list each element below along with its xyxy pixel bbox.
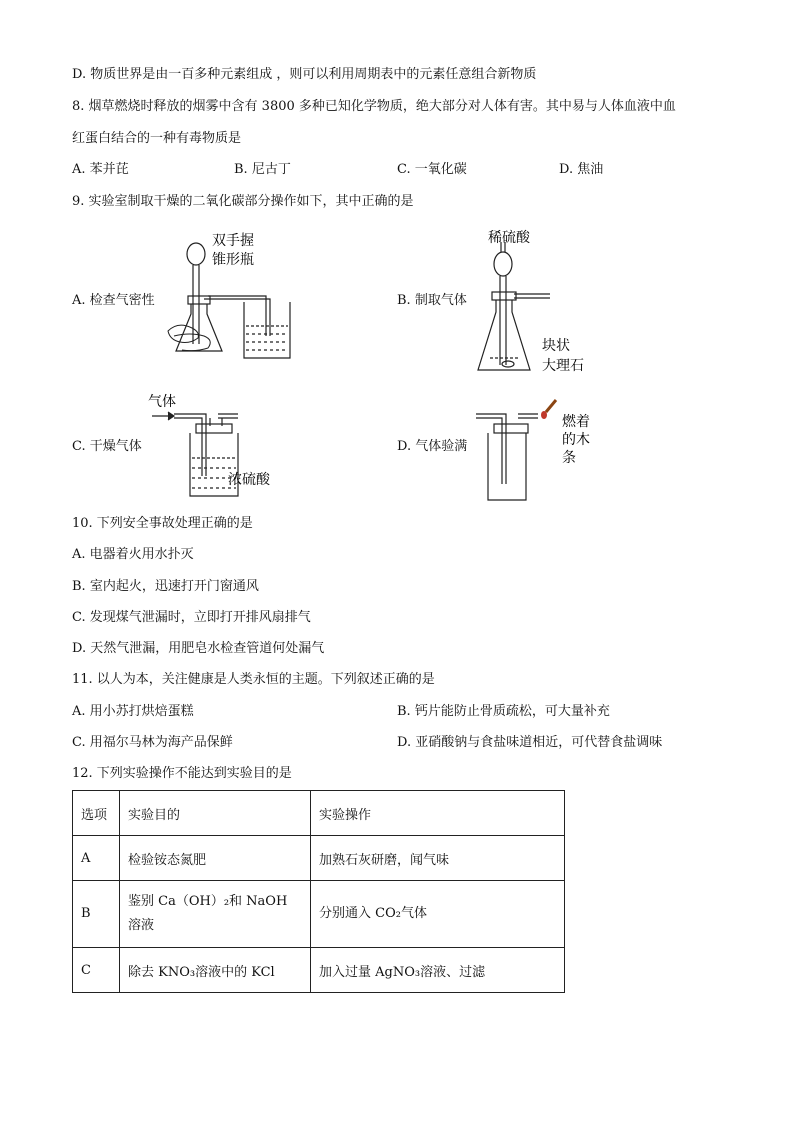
q9-stem: 9. 实验室制取干燥的二氧化碳部分操作如下，其中正确的是 (72, 194, 414, 209)
figure-d-label-2: 的木 (562, 432, 590, 448)
table-row (73, 881, 565, 948)
q11-option-a: A. 用小苏打烘焙蛋糕 (72, 704, 194, 719)
q8-stem-line2: 红蛋白结合的一种有毒物质是 (72, 131, 242, 146)
figure-b-label-lump: 块状 (542, 338, 570, 354)
q10-option-d: D. 天然气泄漏，用肥皂水检查管道何处漏气 (72, 641, 325, 656)
figure-d-label-1: 燃着 (562, 414, 590, 430)
figure-b-produce-gas (470, 230, 600, 380)
table-row (73, 948, 565, 993)
figure-a-label-flask: 锥形瓶 (212, 252, 254, 268)
q12-stem: 12. 下列实验操作不能达到实验目的是 (72, 766, 292, 781)
row-option: A (73, 836, 120, 881)
figure-a-airtightness-check (160, 233, 310, 366)
row-purpose: 鉴别 Ca（OH）₂和 NaOH 溶液 (120, 881, 311, 948)
table-row (73, 836, 565, 881)
q10-option-b: B. 室内起火，迅速打开门窗通风 (72, 579, 259, 594)
q8-stem-line1: 8. 烟草燃烧时释放的烟雾中含有 3800 多种已知化学物质，绝大部分对人体有害。其中易与人体血液中血 (72, 99, 676, 114)
row-purpose: 检验铵态氮肥 (120, 836, 311, 881)
row-option: B (73, 881, 120, 948)
q8-option-b: B. 尼古丁 (234, 162, 291, 177)
figure-d-full-test (476, 410, 606, 506)
table-header-row (73, 791, 565, 836)
row-operation: 分别通入 CO₂气体 (311, 881, 565, 948)
q9-option-d: D. 气体验满 (397, 439, 468, 454)
figure-d-label-3: 条 (562, 450, 576, 466)
header-option: 选项 (73, 791, 120, 836)
q7-option-d: D. 物质世界是由一百多种元素组成 ，则可以利用周期表中的元素任意组合新物质 (72, 67, 537, 82)
header-purpose: 实验目的 (120, 791, 311, 836)
q11-option-c: C. 用福尔马林为海产品保鲜 (72, 735, 233, 750)
header-operation: 实验操作 (311, 791, 565, 836)
q9-option-a: A. 检查气密性 (72, 293, 155, 308)
figure-c-label-acid: 浓硫酸 (228, 472, 270, 488)
row-operation: 加熟石灰研磨，闻气味 (311, 836, 565, 881)
q10-option-c: C. 发现煤气泄漏时，立即打开排风扇排气 (72, 610, 311, 625)
figure-c-label-gas: 气体 (148, 394, 176, 410)
q11-stem: 11. 以人为本，关注健康是人类永恒的主题。下列叙述正确的是 (72, 672, 435, 687)
q8-option-c: C. 一氧化碳 (397, 162, 467, 177)
figure-b-label-acid: 稀硫酸 (488, 230, 530, 246)
q10-stem: 10. 下列安全事故处理正确的是 (72, 516, 253, 531)
row-operation: 加入过量 AgNO₃溶液、过滤 (311, 948, 565, 993)
row-purpose: 除去 KNO₃溶液中的 KCl (120, 948, 311, 993)
q10-option-a: A. 电器着火用水扑灭 (72, 547, 194, 562)
figure-c-dry-gas (148, 396, 288, 502)
q11-option-b: B. 钙片能防止骨质疏松，可大量补充 (397, 704, 610, 719)
q8-option-d: D. 焦油 (559, 162, 604, 177)
q9-option-c: C. 干燥气体 (72, 439, 142, 454)
q11-option-d: D. 亚硝酸钠与食盐味道相近，可代替食盐调味 (397, 735, 663, 750)
row-option: C (73, 948, 120, 993)
q12-table (72, 790, 565, 993)
q8-option-a: A. 苯并芘 (72, 162, 129, 177)
q9-option-b: B. 制取气体 (397, 293, 467, 308)
figure-b-label-marble: 大理石 (542, 358, 584, 374)
figure-a-label-hold: 双手握 (212, 233, 254, 249)
